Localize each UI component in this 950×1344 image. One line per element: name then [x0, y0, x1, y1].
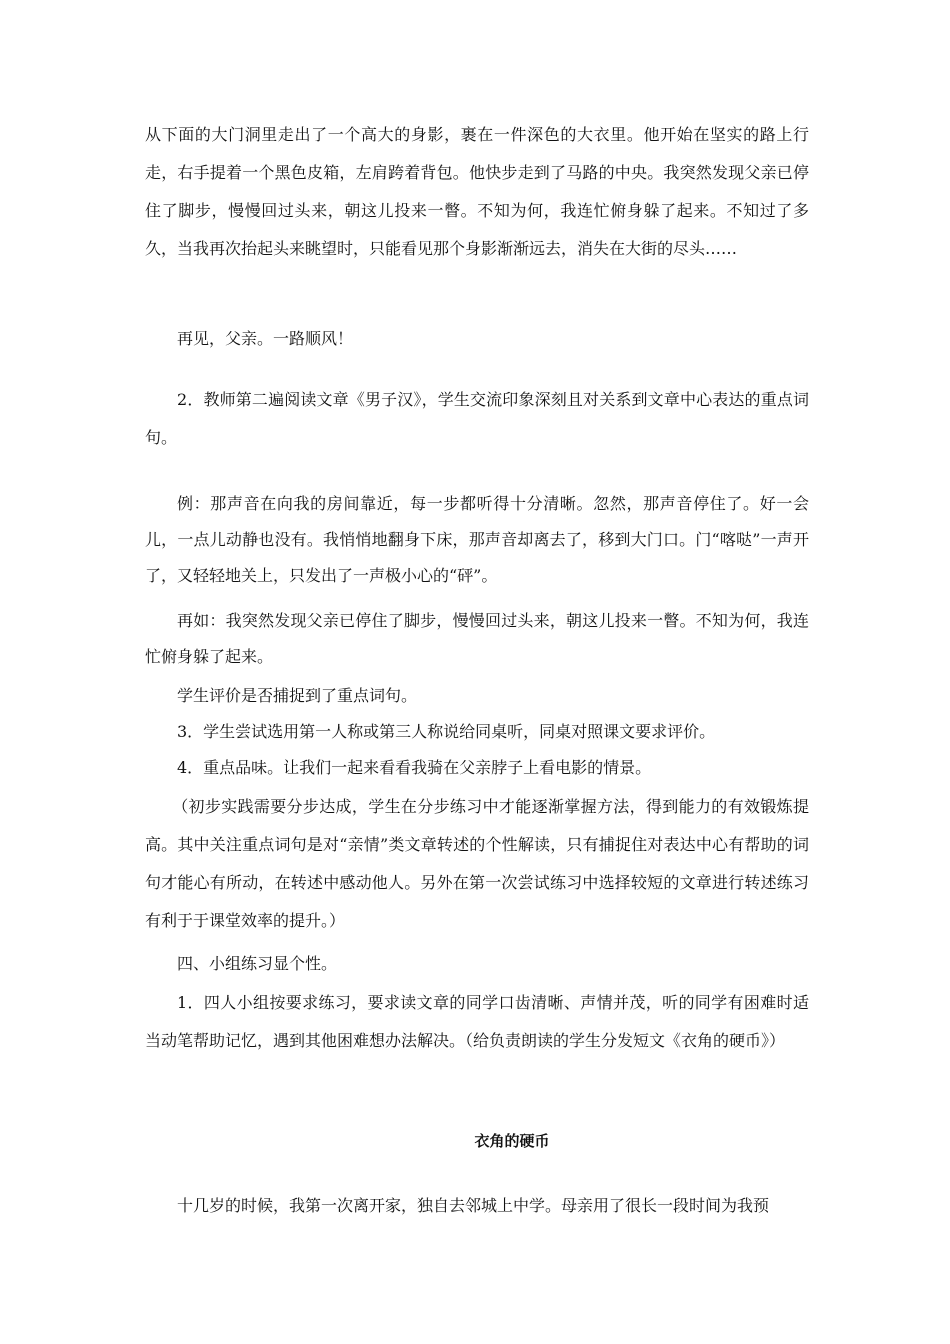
section-title: 衣角的硬币: [474, 1132, 550, 1150]
paragraph-another-example: 再如：我突然发现父亲已停住了脚步，慢慢回过头来，朝这儿投来一瞥。不知为何，我连忙俯身躲了起来。: [145, 611, 809, 666]
paragraph-section-four: 四、小组练习显个性。: [177, 954, 338, 973]
paragraph-second-reading: 2．教师第二遍阅读文章《男子汉》，学生交流印象深刻且对关系到文章中心表达的重点词句。: [145, 390, 809, 447]
paragraph-father-leaving: 从下面的大门洞里走出了一个高大的身影，裹在一件深色的大衣里。他开始在坚实的路上行走，右手提着一个黑色皮箱，左肩跨着背包。他快步走到了马路的中央。我突然发现父亲已停住了脚步，慢慢回过头来，朝这儿投来一瞥。不知为何，我连忙俯身躲了起来。不知过了多久，当我再次抬起头来眺望时，只能看见那个身影渐渐远去，消失在大街的尽头……: [145, 125, 809, 258]
paragraph-student-evaluation: 学生评价是否捕捉到了重点词句。: [177, 686, 418, 705]
paragraph-step-3: 3．学生尝试选用第一人称或第三人称说给同桌听，同桌对照课文要求评价。: [177, 722, 716, 741]
paragraph-group-practice: 1．四人小组按要求练习，要求读文章的同学口齿清晰、声情并茂，听的同学有困难时适当动笔帮助记忆，遇到其他困难想办法解决。（给负责朗读的学生分发短文《衣角的硬币》）: [145, 993, 809, 1050]
paragraph-farewell: 再见，父亲。一路顺风！: [177, 329, 354, 348]
paragraph-story-start: 十几岁的时候，我第一次离开家，独自去邻城上中学。母亲用了很长一段时间为我预: [177, 1196, 770, 1215]
paragraph-commentary: （初步实践需要分步达成，学生在分步练习中才能逐渐掌握方法，得到能力的有效锻炼提高。其中关注重点词句是对“亲情”类文章转述的个性解读，只有捕捉住对表达中心有帮助的词句才能心有所动，在转述中感动他人。另外在第一次尝试练习中选择较短的文章进行转述练习有利于于课堂效率的提升。）: [145, 797, 809, 930]
paragraph-example: 例：那声音在向我的房间靠近，每一步都听得十分清晰。忽然，那声音停住了。好一会儿，一点儿动静也没有。我悄悄地翻身下床，那声音却离去了，移到大门口。门“喀哒”一声开了，又轻轻地关上，只发出了一声极小心的“砰”。: [145, 494, 809, 585]
paragraph-step-4: 4．重点品味。让我们一起来看看我骑在父亲脖子上看电影的情景。: [177, 758, 652, 777]
